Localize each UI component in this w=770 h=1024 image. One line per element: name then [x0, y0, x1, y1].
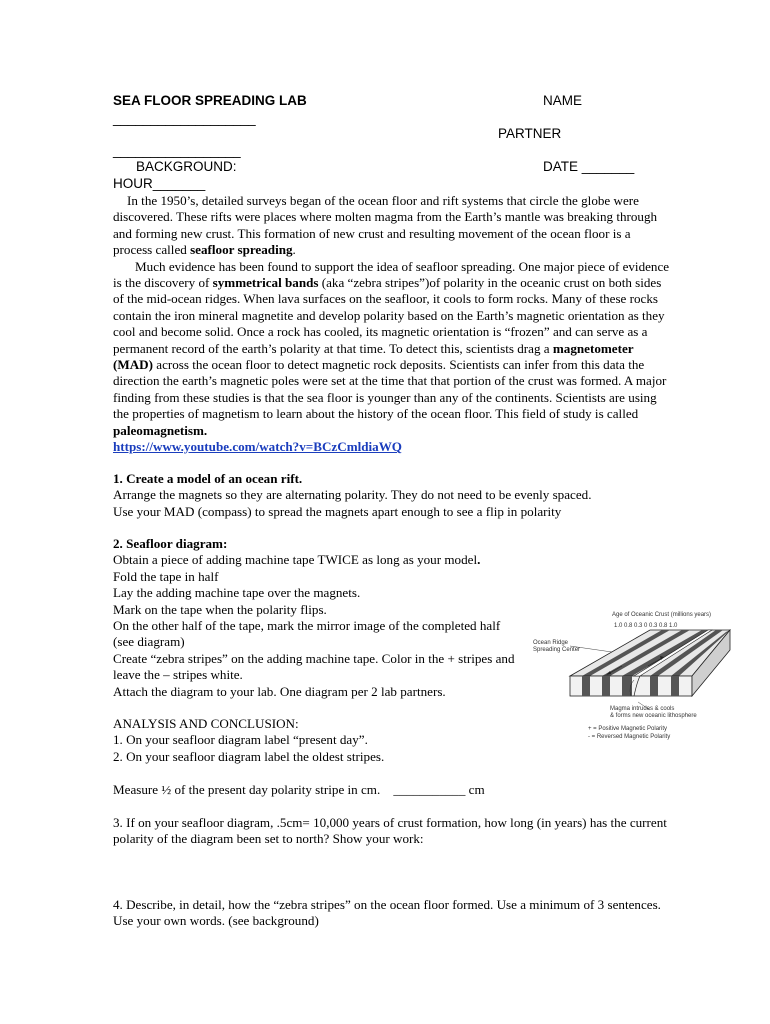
- analysis-question-1: 1. On your seafloor diagram label “present day”.: [113, 732, 368, 748]
- name-label: NAME: [543, 93, 583, 108]
- diagram-block-svg: [530, 610, 735, 745]
- page-title: SEA FLOOR SPREADING LAB: [113, 93, 307, 108]
- seafloor-spreading-diagram: [530, 610, 735, 745]
- hour-label: HOUR_______: [113, 176, 206, 191]
- section-2-line-1: Obtain a piece of adding machine tape TWICE as long as your model.: [113, 552, 481, 568]
- section-2-heading: 2. Seafloor diagram:: [113, 536, 228, 551]
- analysis-question-3: 3. If on your seafloor diagram, .5cm= 10,000 years of crust formation, how long (in years) has the current polarity of the diagram been set to north? Show your work:: [113, 815, 667, 847]
- diagram-magma-label: Magma intrudes & cools & forms new oceanic lithosphere: [610, 706, 697, 719]
- measure-blank[interactable]: ___________: [393, 782, 466, 797]
- section-2-line-5: On the other half of the tape, mark the mirror image of the completed half (see diagram): [113, 618, 501, 650]
- background-paragraph-1: In the 1950’s, detailed surveys began of the ocean floor and rift systems that circle the globe were discovered. These rifts were places where molten magma from the Earth’s mantle was breaking through and forming new crust. This formation of new crust and resulting movement of the ocean floor is a process called seafloor spreading.: [113, 193, 658, 258]
- background-paragraph-2: Much evidence has been found to support the idea of seafloor spreading. One major piece of evidence is the discovery of symmetrical bands (aka “zebra stripes”)of polarity in the oceanic crust on both sides of the mid-ocean ridges. When lava surfaces on the seafloor, it cools to form rocks. Many of these rocks contain the iron mineral magnetite and develop polarity based on the Earth’s magnetic orientation as they cool and become solid. Once a rock has cooled, its magnetic orientation is “frozen” and can serve as a permanent record of the earth’s polarity at that time. To detect this, scientists drag a magnetometer (MAD) across the ocean floor to detect magnetic rock deposits. Scientists can infer from this data the direction the earth’s magnetic poles were set at the time that that portion of the crust was formed. A major finding from these studies is that the sea floor is younger than any of the continents. Scientists are using the properties of magnetism to learn about the history of the ocean floor. This field of study is called paleomagnetism.: [113, 258, 670, 438]
- section-2: [113, 536, 523, 700]
- youtube-link[interactable]: https://www.youtube.com/watch?v=BCzCmldiaWQ: [113, 439, 402, 455]
- date-label: DATE _______: [543, 159, 635, 174]
- section-1-line-1: Arrange the magnets so they are alternating polarity. They do not need to be evenly spaced.: [113, 487, 592, 503]
- term-symmetrical-bands: symmetrical bands: [212, 275, 319, 291]
- analysis-question-2: 2. On your seafloor diagram label the oldest stripes.: [113, 748, 385, 764]
- term-magnetometer: magnetometer (MAD): [113, 340, 634, 373]
- section-2-line-2: Fold the tape in half: [113, 568, 219, 584]
- term-seafloor-spreading: seafloor spreading: [190, 242, 293, 258]
- section-1-heading: 1. Create a model of an ocean rift.: [113, 471, 303, 486]
- section-1: [113, 471, 673, 520]
- diagram-legend-positive: + = Positive Magnetic Polarity: [588, 726, 668, 732]
- background-text: [113, 193, 673, 456]
- background-heading: BACKGROUND:: [136, 159, 237, 174]
- section-1-line-2: Use your MAD (compass) to spread the magnets apart enough to see a flip in polarity: [113, 503, 562, 519]
- section-2-line-4: Mark on the tape when the polarity flips.: [113, 601, 327, 617]
- partner-label: PARTNER: [498, 126, 562, 141]
- section-2-line-6: Create “zebra stripes” on the adding machine tape. Color in the + stripes and leave the – stripes white.: [113, 650, 515, 683]
- measure-line: Measure ½ of the present day polarity stripe in cm. ___________ cm: [113, 782, 485, 797]
- section-2-line-3: Lay the adding machine tape over the magnets.: [113, 585, 361, 601]
- diagram-ages: 1.0 0.8 0.3 0 0.3 0.8 1.0: [614, 623, 678, 629]
- term-paleomagnetism: paleomagnetism.: [113, 422, 208, 438]
- analysis-question-4: 4. Describe, in detail, how the “zebra stripes” on the ocean floor formed. Use a minimum of 3 sentences. Use your own words. (see background): [113, 897, 661, 929]
- analysis-section: [113, 716, 523, 765]
- diagram-title: Age of Oceanic Crust (millions years): [612, 612, 712, 618]
- name-line: ___________________: [113, 111, 256, 126]
- diagram-ridge-label: Ocean Ridge Spreading Center: [533, 640, 581, 653]
- section-2-line-7: Attach the diagram to your lab. One diagram per 2 lab partners.: [113, 683, 446, 699]
- diagram-legend-reversed: - = Reversed Magnetic Polarity: [588, 734, 671, 740]
- partner-line: _________________: [113, 143, 241, 158]
- analysis-heading: ANALYSIS AND CONCLUSION:: [113, 716, 299, 731]
